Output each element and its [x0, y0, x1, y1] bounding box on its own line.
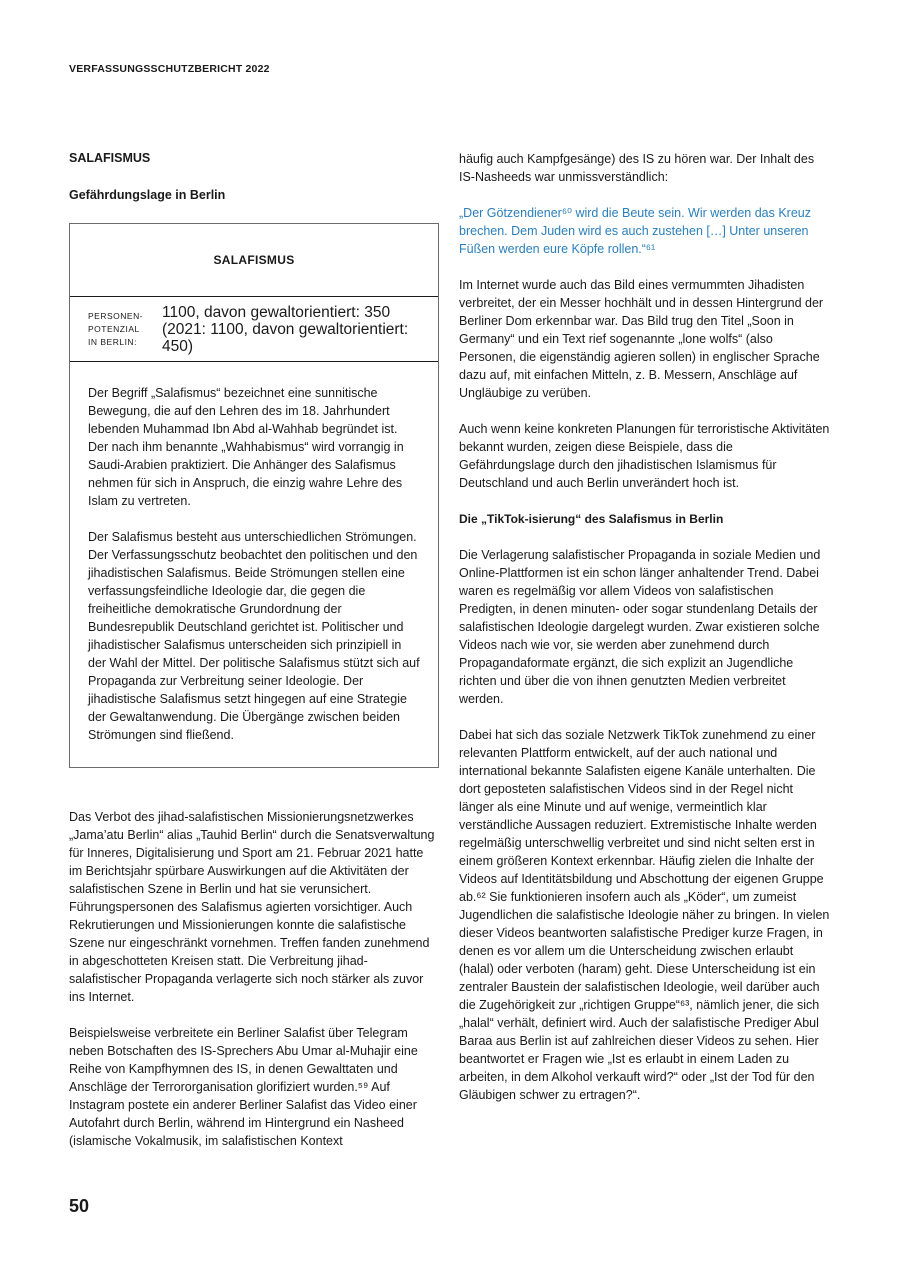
- subheading-tiktok: Die „TikTok-isierung“ des Salafismus in Berlin: [459, 512, 724, 526]
- subheading-threat-situation: Gefährdungslage in Berlin: [69, 188, 226, 202]
- body-paragraph: häufig auch Kampfgesänge) des IS zu hören war. Der Inhalt des IS-Nasheeds war unmissverständlich:: [459, 152, 815, 184]
- box-paragraph: Der Salafismus besteht aus unterschiedlichen Strömungen. Der Verfassungsschutz beobachtet den politischen und den jihadistischen Salafismus. Beide Strömungen stellen eine verfassungsfeindliche Ideologie dar, die gegen die freiheitliche demokratische Grundordnung der Bundesrepublik Deutschland gerichtet ist. Politischer und jihadistischer Salafismus unterscheiden sich prinzipiell in der Wahl der Mittel. Der politische Salafismus stützt sich auf Propaganda zur Verbreitung seiner Ideologie. Der jihadistische Salafismus setzt hingegen auf eine Strategie der Gewaltanwendung. Die Übergänge zwischen beiden Strömungen sind fließend.: [88, 530, 420, 742]
- info-box-label: PERSONEN- POTENZIAL IN BERLIN:: [88, 310, 144, 347]
- body-paragraph: Im Internet wurde auch das Bild eines vermummten Jihadisten verbreitet, der ein Messer hochhält und in dessen Hintergrund der Berliner Dom erkennbar war. Das Bild trug den Titel „Soon in Germany“ und ein Text rief sogenannte „lone wolfs“ (also Personen, die eigenständig agieren sollen) in englischer Sprache dazu auf, mit einfachen Mitteln, z. B. Messern, Anschläge auf Ungläubige zu verüben.: [459, 278, 824, 400]
- running-title: VERFASSUNGSSCHUTZBERICHT 2022: [69, 63, 270, 75]
- left-body-text: [69, 808, 440, 1150]
- page-number: 50: [69, 1196, 90, 1216]
- body-paragraph: Beispielsweise verbreitete ein Berliner Salafist über Telegram neben Botschaften des IS-Sprechers Abu Umar al-Muhajir eine Reihe von Kampfhymnen des IS, in denen Gewalttaten und Anschläge der Terrororganisation glorifiziert wurden.⁵⁹ Auf Instagram postete ein anderer Berliner Salafist das Video einer Autofahrt durch Berlin, während im Hintergrund ein Nasheed (islamische Vokalmusik, im salafistischen Kontext: [69, 1026, 418, 1148]
- section-title: SALAFISMUS: [69, 151, 151, 165]
- right-column: [459, 150, 831, 1104]
- info-box-value: 1100, davon gewaltorientiert: 350 (2021: 1100, davon gewaltorientiert: 450): [162, 303, 409, 355]
- info-box-body: [70, 362, 438, 767]
- body-paragraph: Dabei hat sich das soziale Netzwerk TikTok zunehmend zu einer relevanten Plattform entwickelt, auf der auch national und international bekannte Salafisten eigene Kanäle unterhalten. Die dort geposteten salafistischen Videos sind in der Regel nicht länger als eine Minute und auf wenige, vermeintlich klar verständliche Aussagen reduziert. Extremistische Inhalte werden regelmäßig unterschwellig verbreitet und sind nicht selten erst in einem größeren Kontext erkennbar. Häufig zielen die Inhalte der Videos auf Identitätsbildung und Abschottung der eigenen Gruppe ab.⁶² Sie funktionieren insofern auch als „Köder“, um zumeist Jugendlichen die salafistische Ideologie näher zu bringen. In vielen dieser Videos beantworten salafistische Prediger kurze Fragen, in denen es vor allem um die Unterscheidung zwischen erlaubt (halal) oder verboten (haram) geht. Diese Unterscheidung ist ein zentraler Baustein der salafistischen Ideologie, weil darüber auch die Zugehörigkeit zur „richtigen Gruppe“⁶³, nämlich jener, die sich „halal“ verhält, definiert wird. Auch der salafistische Prediger Abul Baraa aus Berlin ist auf zahlreichen dieser Videos zu sehen. Hier beantwortet er Fragen wie „Ist es erlaubt in einem Laden zu arbeiten, in dem Alkohol verkauft wird?“ oder „Ist der Tod für den Gläubigen schwer zu ertragen?“.: [459, 728, 830, 1102]
- body-paragraph: Auch wenn keine konkreten Planungen für terroristische Aktivitäten bekannt wurden, zeigen diese Beispiele, dass die Gefährdungslage durch den jihadistischen Islamismus für Deutschland und auch Berlin unverändert hoch ist.: [459, 422, 830, 490]
- info-box-title: SALAFISMUS: [70, 224, 438, 297]
- body-paragraph: Die Verlagerung salafistischer Propaganda in soziale Medien und Online-Plattformen ist ein schon länger anhaltender Trend. Dabei waren es regelmäßig vor allem Videos von salafistischen Predigten, in denen minuten- oder sogar stundenlang Details der salafistischen Ideologie dargelegt wurden. Zwar existieren solche Videos nach wie vor, sie werden aber zunehmend durch Propagandaformate ergänzt, die sich explizit an Jugendliche richten und über die von ihnen genutzten Medien verbreitet werden.: [459, 548, 821, 706]
- box-paragraph: Der Begriff „Salafismus“ bezeichnet eine sunnitische Bewegung, die auf den Lehren des im 18. Jahrhundert lebenden Muhammad Ibn Abd al-Wahhab begründet ist. Der nach ihm benannte „Wahhabismus“ wird vorrangig in Saudi-Arabien praktiziert. Die Anhänger des Salafismus nehmen für sich in Anspruch, die einzig wahre Lehre des Islam zu vertreten.: [88, 386, 404, 508]
- info-box: [69, 223, 439, 768]
- nasheed-quote: „Der Götzendiener⁶⁰ wird die Beute sein. Wir werden das Kreuz brechen. Dem Juden wird es auch zustehen […] Unter unseren Füßen werden eure Köpfe rollen.“⁶¹: [459, 206, 811, 256]
- left-column: [69, 150, 440, 1150]
- body-paragraph: Das Verbot des jihad-salafistischen Missionierungsnetzwerkes „Jama’atu Berlin“ alias „Tauhid Berlin“ durch die Senatsverwaltung für Inneres, Digitalisierung und Sport am 21. Februar 2021 hatte im Berichtsjahr spürbare Auswirkungen auf die Aktivitäten der salafistischen Szene in Berlin und hat sie verunsichert. Führungspersonen des Salafismus agierten vorsichtiger. Auch Rekrutierungen und Missionierungen konnte die salafistische Szene nur eingeschränkt vornehmen. Treffen fanden zunehmend in abgeschotteten Kreisen statt. Die Verbreitung jihad-salafistischer Propaganda verlagerte sich noch stärker als zuvor ins Internet.: [69, 810, 435, 1004]
- info-box-potential-row: [70, 297, 438, 362]
